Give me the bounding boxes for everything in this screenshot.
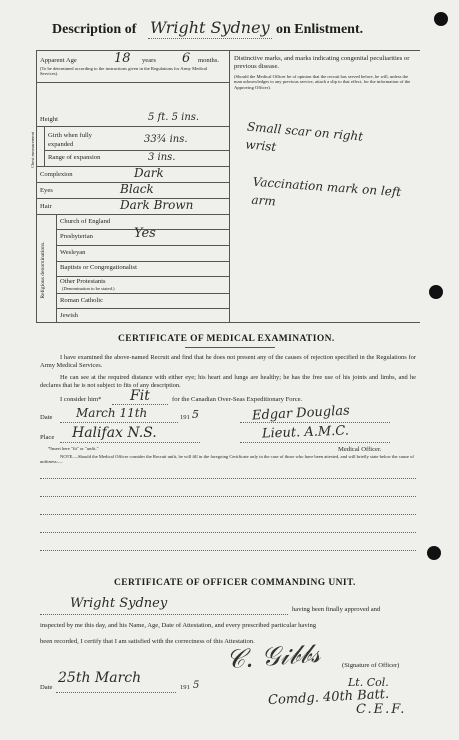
binder-hole-2 bbox=[429, 285, 443, 299]
religion-item-4: Baptists or Congregationalist bbox=[60, 264, 137, 271]
height-value: 5 ft. 5 ins. bbox=[148, 112, 200, 123]
medical-year-value: 5 bbox=[192, 408, 199, 421]
medical-officer-rank: Lieut. A.M.C. bbox=[261, 423, 350, 442]
medical-date-value: March 11th bbox=[76, 406, 148, 420]
age-label: Apparent Age bbox=[40, 57, 77, 64]
marks-entry-1: Small scar on right wrist bbox=[244, 119, 364, 155]
girth-value: 33¾ ins. bbox=[144, 134, 188, 145]
marks-note: (Should the Medical Officer be of opinion that the recruit has served before, he will, unless the man acknowledges to any previous service, attach a slip to that effect, for the information of the Approving Officer). bbox=[234, 74, 411, 90]
complexion-label: Complexion bbox=[40, 171, 73, 178]
religion-other-note: (Denomination to be stated.) bbox=[62, 286, 115, 291]
marks-heading: Distinctive marks, and marks indicating congenital peculiarities or previous disease. bbox=[234, 55, 410, 70]
consider-suffix: for the Canadian Over-Seas Expeditionary Force. bbox=[172, 396, 303, 403]
officer-signature-scrawl: 𝒞. 𝒢𝒾𝒷𝒷𝓈 bbox=[225, 638, 322, 676]
officer-year-prefix: 191 bbox=[180, 684, 190, 691]
officer-signature-label: (Signature of Officer) bbox=[342, 662, 400, 669]
chest-label: Chest measurement bbox=[30, 131, 35, 169]
age-years-label: years bbox=[142, 57, 156, 64]
expansion-value: 3 ins. bbox=[148, 152, 176, 163]
religion-item-3: Wesleyan bbox=[60, 249, 86, 256]
place-value: Halifax N.S. bbox=[72, 425, 157, 441]
medical-date-label: Date bbox=[40, 414, 53, 421]
consider-label: I consider him* bbox=[60, 396, 102, 403]
officer-year-value: 5 bbox=[193, 680, 200, 691]
religion-item-7: Jewish bbox=[60, 312, 78, 319]
girth-label: Girth when fully expanded bbox=[48, 132, 92, 148]
hair-value: Dark Brown bbox=[120, 198, 194, 212]
officer-certificate-title: CERTIFICATE OF OFFICER COMMANDING UNIT. bbox=[114, 578, 356, 588]
complexion-value: Dark bbox=[134, 166, 164, 180]
binder-hole-3 bbox=[427, 546, 441, 560]
insert-note: *Insert here "fit" or "unfit." bbox=[48, 446, 99, 451]
eyes-label: Eyes bbox=[40, 187, 53, 194]
hair-label: Hair bbox=[40, 203, 52, 210]
religion-side-label: Religious denominations. bbox=[40, 241, 46, 299]
expansion-label: Range of expansion bbox=[48, 154, 101, 161]
medical-footnote: NOTE.—Should the Medical Officer consider the Recruit unfit, he will fill in the foregoing Certificate only in the case of those who have been attested, and will briefly state below the cause of unfitness:— bbox=[40, 454, 414, 465]
officer-rank-1: Lt. Col. bbox=[348, 676, 389, 689]
recruit-name: Wright Sydney bbox=[150, 18, 270, 37]
height-label: Height bbox=[40, 116, 58, 123]
officer-date-label: Date bbox=[40, 684, 53, 691]
eyes-value: Black bbox=[120, 182, 154, 196]
place-label: Place bbox=[40, 434, 55, 441]
officer-rank-3: C.E.F. bbox=[356, 702, 407, 717]
medical-officer-signature: Edgar Douglas bbox=[251, 403, 351, 424]
age-months-value: 6 bbox=[182, 51, 191, 66]
religion-item-6: Roman Catholic bbox=[60, 297, 104, 304]
medical-year-prefix: 191 bbox=[180, 414, 190, 421]
officer-line-2: inspected by me this day, and his Name, Age, Date of Attestation, and every prescribed particular having bbox=[40, 622, 317, 629]
medical-certificate-title: CERTIFICATE OF MEDICAL EXAMINATION. bbox=[118, 334, 335, 344]
religion-item-5: Other Protestants bbox=[60, 278, 106, 285]
medical-para-1: I have examined the above-named Recruit and find that he does not present any of the causes of rejection specified in the Regulations for Army Medical Services. bbox=[40, 354, 416, 369]
medical-para-2: He can see at the required distance with either eye; his heart and lungs are healthy; he has the free use of his joints and limbs, and he declares that he is not subject to fits of any description. bbox=[40, 374, 416, 389]
medical-officer-label: Medical Officer. bbox=[338, 446, 382, 453]
header-prefix: Description of bbox=[52, 22, 137, 37]
age-note: (To be determined according to the instructions given in the Regulations for Army Medical Services). bbox=[40, 66, 208, 77]
officer-recruit-name: Wright Sydney bbox=[70, 596, 168, 611]
officer-date-value: 25th March bbox=[58, 670, 142, 686]
fit-value: Fit bbox=[130, 388, 150, 404]
officer-rank-2: Comdg. 40th Batt. bbox=[267, 686, 390, 709]
form-header bbox=[52, 22, 136, 38]
religion-item-1: Church of England bbox=[60, 218, 111, 225]
binder-hole-1 bbox=[434, 12, 448, 26]
religion-item-2: Presbyterian bbox=[60, 233, 93, 240]
officer-line-3: been recorded, I certify that I am satisfied with the correctness of this Attestation. bbox=[40, 638, 255, 645]
header-suffix: on Enlistment. bbox=[276, 22, 364, 37]
age-years-value: 18 bbox=[114, 51, 131, 66]
age-months-label: months. bbox=[198, 57, 220, 64]
marks-entry-2: Vaccination mark on left arm bbox=[251, 174, 402, 209]
officer-line-1-suffix: having been finally approved and bbox=[292, 606, 381, 613]
presbyterian-value: Yes bbox=[134, 226, 156, 241]
